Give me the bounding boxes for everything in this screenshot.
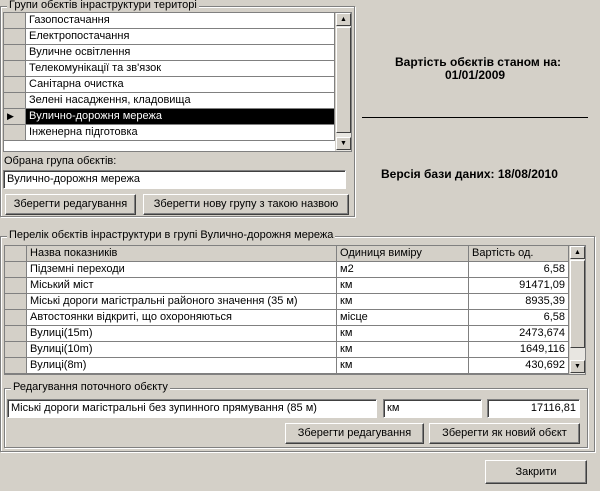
object-name-cell[interactable]: Вулиці(15m)	[27, 326, 337, 342]
scroll-thumb[interactable]	[570, 260, 585, 348]
current-row-arrow-icon: ▶	[7, 111, 14, 121]
object-name-cell[interactable]: Підземні переходи	[27, 262, 337, 278]
object-unit-cell[interactable]: місце	[337, 310, 469, 326]
scroll-up-icon[interactable]: ▲	[570, 246, 585, 259]
object-cost-cell[interactable]: 6,58	[469, 262, 569, 278]
object-unit-cell[interactable]: км	[337, 294, 469, 310]
object-name-cell[interactable]: Міські дороги магістральні районого значення (35 м)	[27, 294, 337, 310]
object-cost-cell[interactable]: 430,692	[469, 358, 569, 374]
object-unit-cell[interactable]: км	[337, 342, 469, 358]
objects-scrollbar[interactable]	[569, 246, 585, 374]
object-cost-cell[interactable]: 1649,116	[469, 342, 569, 358]
row-indicator[interactable]	[5, 358, 27, 374]
save-new-object-button[interactable]: Зберегти як новий обєкт	[429, 423, 580, 444]
selected-group-field[interactable]: Вулично-дорожня мережа	[3, 170, 346, 189]
object-unit-cell[interactable]: км	[337, 326, 469, 342]
scroll-up-icon[interactable]: ▲	[336, 13, 351, 26]
cost-date-title: Вартість обєктів станом на:	[395, 55, 562, 69]
row-indicator[interactable]	[4, 77, 26, 93]
column-header[interactable]: Вартість од.	[469, 246, 569, 262]
object-unit-cell[interactable]: км	[337, 358, 469, 374]
group-list-item[interactable]: Санітарна очистка	[26, 77, 335, 93]
object-name-field[interactable]: Міські дороги магістральні без зупинного прямування (85 м)	[7, 399, 377, 418]
close-button[interactable]: Закрити	[485, 460, 587, 484]
group-list-item[interactable]: Вуличне освітлення	[26, 45, 335, 61]
row-indicator[interactable]	[5, 294, 27, 310]
save-new-group-button[interactable]: Зберегти нову групу з такою назвою	[143, 194, 349, 215]
object-cost-cell[interactable]: 2473,674	[469, 326, 569, 342]
row-indicator[interactable]	[5, 310, 27, 326]
groups-legend: Групи обєктів інраструктури територі	[9, 0, 197, 11]
object-name-cell[interactable]: Міський міст	[27, 278, 337, 294]
edit-legend: Редагування поточного обєкту	[13, 381, 168, 393]
object-cost-field[interactable]: 17116,81	[487, 399, 580, 418]
groups-list[interactable]	[3, 12, 352, 152]
object-name-cell[interactable]: Автостоянки відкриті, що охороняються	[27, 310, 337, 326]
object-unit-cell[interactable]: м2	[337, 262, 469, 278]
row-indicator[interactable]	[4, 93, 26, 109]
objects-legend: Перелік обєктів інраструктури в групі Вулично-дорожня мережа	[9, 229, 334, 241]
scroll-down-icon[interactable]: ▼	[336, 137, 351, 150]
object-unit-field[interactable]: км	[383, 399, 482, 418]
save-object-edit-button[interactable]: Зберегти редагування	[285, 423, 424, 444]
row-indicator[interactable]	[4, 45, 26, 61]
row-indicator[interactable]	[4, 125, 26, 141]
db-version: Версія бази даних: 18/08/2010	[381, 167, 558, 181]
header-indicator	[5, 246, 27, 262]
column-header[interactable]: Одиниця виміру	[337, 246, 469, 262]
row-indicator[interactable]	[4, 13, 26, 29]
object-cost-cell[interactable]: 6,58	[469, 310, 569, 326]
row-indicator[interactable]	[5, 278, 27, 294]
info-divider	[362, 117, 588, 118]
column-header[interactable]: Назва показників	[27, 246, 337, 262]
row-indicator[interactable]	[4, 29, 26, 45]
scroll-thumb[interactable]	[336, 27, 351, 133]
row-indicator[interactable]	[4, 61, 26, 77]
object-cost-cell[interactable]: 91471,09	[469, 278, 569, 294]
group-list-item[interactable]: Інженерна підготовка	[26, 125, 335, 141]
object-name-cell[interactable]: Вулиці(8m)	[27, 358, 337, 374]
object-unit-cell[interactable]: км	[337, 278, 469, 294]
row-indicator[interactable]	[5, 262, 27, 278]
group-list-item[interactable]: Зелені насадження, кладовища	[26, 93, 335, 109]
group-list-item[interactable]: Електропостачання	[26, 29, 335, 45]
object-name-cell[interactable]: Вулиці(10m)	[27, 342, 337, 358]
group-list-item[interactable]: Телекомунікації та зв'язок	[26, 61, 335, 77]
selected-group-label: Обрана група обєктів:	[4, 155, 117, 167]
group-list-item[interactable]: Газопостачання	[26, 13, 335, 29]
row-indicator[interactable]	[5, 342, 27, 358]
row-indicator[interactable]	[5, 326, 27, 342]
groups-scrollbar[interactable]	[335, 13, 351, 151]
scroll-down-icon[interactable]: ▼	[570, 360, 585, 373]
group-list-item[interactable]: Вулично-дорожня мережа	[26, 109, 335, 125]
save-group-edit-button[interactable]: Зберегти редагування	[5, 194, 136, 215]
cost-date-value: 01/01/2009	[445, 68, 506, 82]
row-indicator[interactable]	[4, 109, 26, 125]
object-cost-cell[interactable]: 8935,39	[469, 294, 569, 310]
objects-table[interactable]	[4, 245, 586, 375]
